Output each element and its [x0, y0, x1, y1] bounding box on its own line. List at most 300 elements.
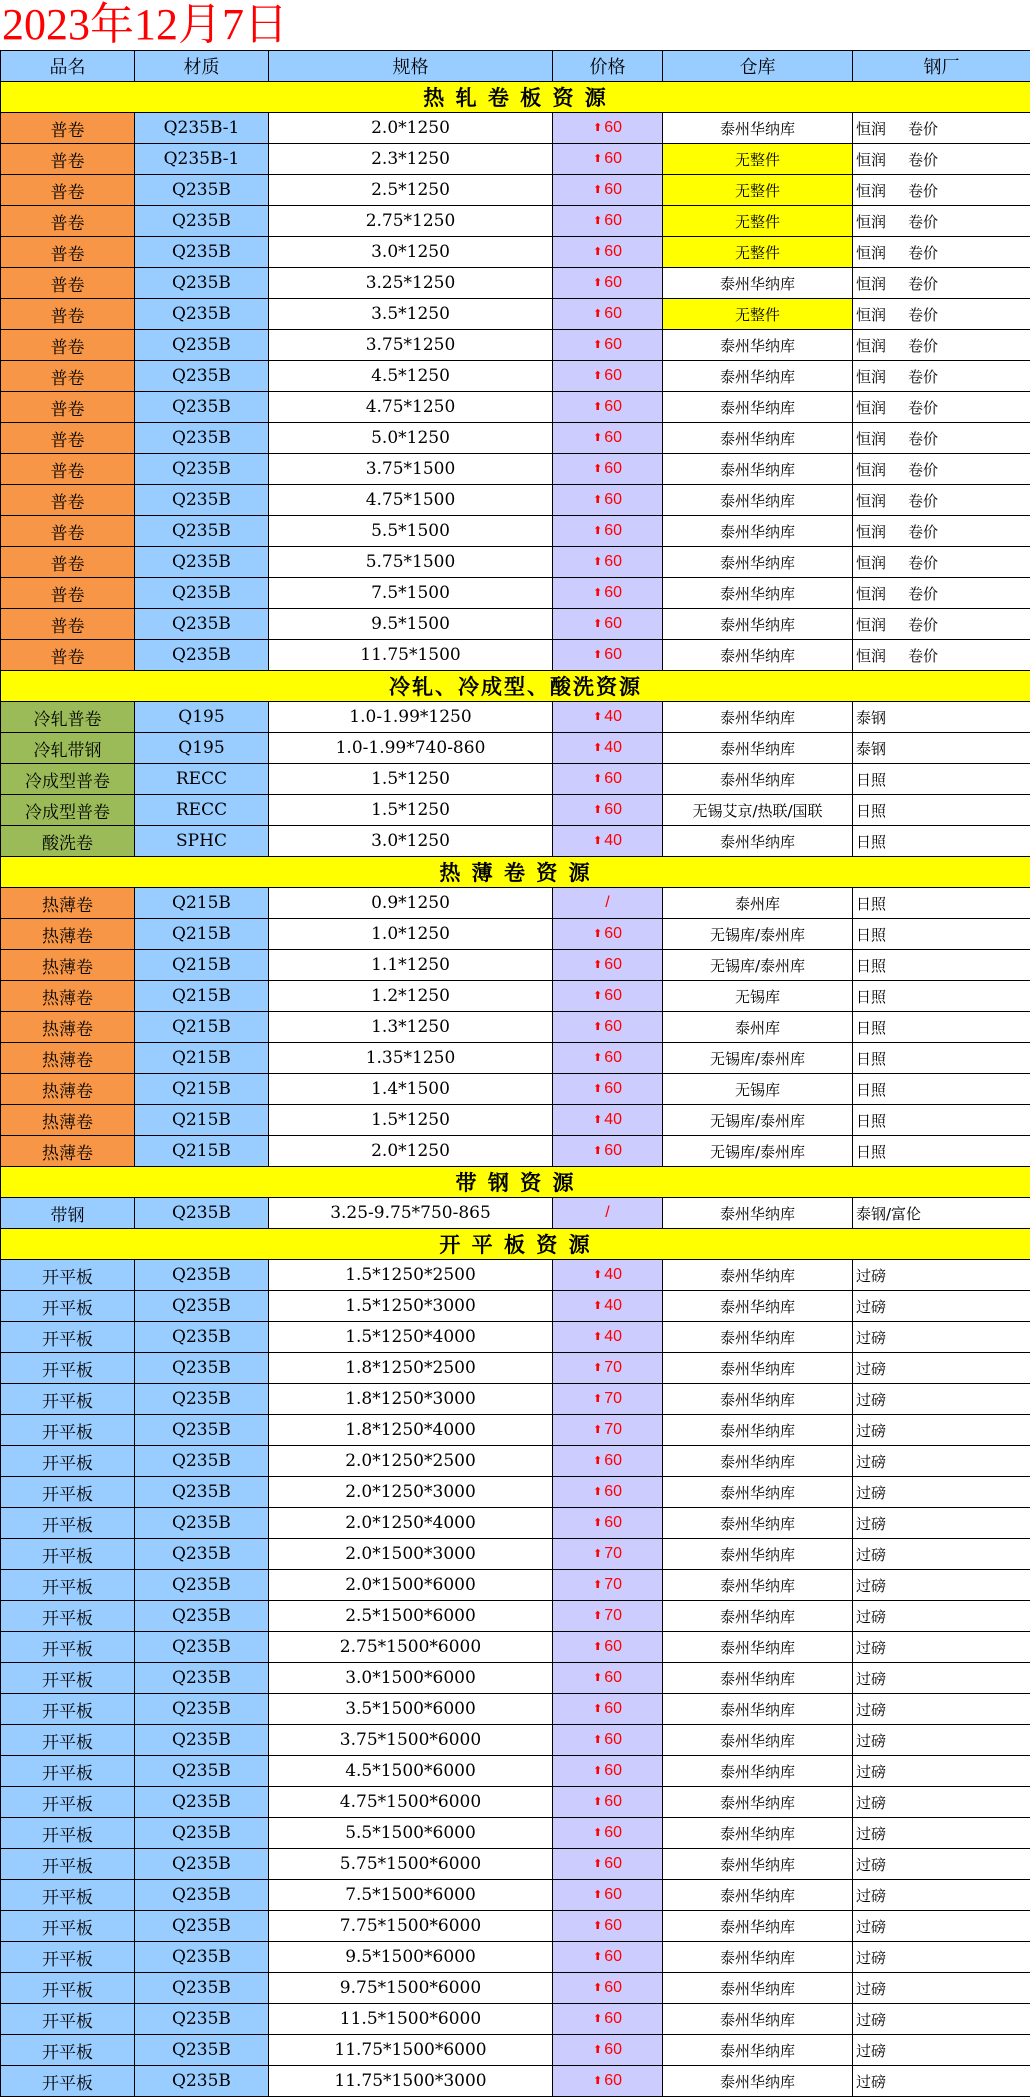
mill-cell [853, 175, 1030, 206]
table-row [1, 113, 1030, 144]
up-arrow-icon: ⬆ [592, 1331, 603, 1343]
price-value: 60 [604, 646, 622, 663]
warehouse-cell: 泰州华纳库 [663, 1446, 853, 1477]
mill-name: 日照 [856, 1080, 887, 1099]
table-row [1, 1663, 1030, 1694]
table-row [1, 733, 1030, 764]
table-row [1, 2035, 1030, 2066]
spec-cell: 1.3*1250 [269, 1012, 553, 1043]
up-arrow-icon: ⬆ [592, 1796, 603, 1808]
price-cell [553, 2035, 663, 2066]
price-cell [553, 702, 663, 733]
mill-name: 日照 [856, 987, 887, 1006]
spec-cell: 3.75*1250 [269, 330, 553, 361]
mill-note: 卷价 [908, 274, 939, 293]
table-body [1, 82, 1030, 2097]
spec-cell: 1.2*1250 [269, 981, 553, 1012]
table-row [1, 1756, 1030, 1787]
warehouse-cell: 无锡库/泰州库 [663, 1136, 853, 1167]
spec-cell: 3.0*1250 [269, 237, 553, 268]
price-value: 60 [604, 956, 622, 973]
mill-cell [853, 1973, 1030, 2004]
product-name-cell: 开平板 [1, 1384, 135, 1415]
section-title: 开 平 板 资 源 [1, 1229, 1030, 1260]
up-arrow-icon: ⬆ [592, 432, 603, 444]
mill-cell [853, 516, 1030, 547]
material-cell: Q235B [135, 1415, 269, 1446]
price-cell [553, 640, 663, 671]
warehouse-cell: 泰州华纳库 [663, 423, 853, 454]
price-cell [553, 1384, 663, 1415]
table-row [1, 981, 1030, 1012]
material-cell: Q235B [135, 1322, 269, 1353]
spec-cell: 1.8*1250*4000 [269, 1415, 553, 1446]
mill-note: 卷价 [908, 429, 939, 448]
up-arrow-icon: ⬆ [592, 1703, 603, 1715]
table-row [1, 485, 1030, 516]
header-spec: 规格 [269, 51, 553, 82]
mill-cell [853, 826, 1030, 857]
table-row [1, 1725, 1030, 1756]
table-row [1, 1570, 1030, 1601]
material-cell: Q235B [135, 423, 269, 454]
warehouse-cell: 泰州华纳库 [663, 1818, 853, 1849]
price-value: 40 [604, 1111, 622, 1128]
up-arrow-icon: ⬆ [592, 1548, 603, 1560]
price-value: 60 [604, 801, 622, 818]
price-value: 60 [604, 398, 622, 415]
warehouse-cell: 泰州华纳库 [663, 330, 853, 361]
spec-cell: 4.5*1250 [269, 361, 553, 392]
price-value: 60 [604, 491, 622, 508]
warehouse-cell: 泰州华纳库 [663, 1601, 853, 1632]
warehouse-cell: 无锡库 [663, 1074, 853, 1105]
price-value: 40 [604, 739, 622, 756]
mill-cell [853, 2004, 1030, 2035]
mill-cell [853, 547, 1030, 578]
price-cell [553, 578, 663, 609]
up-arrow-icon: ⬆ [592, 1765, 603, 1777]
product-name-cell: 开平板 [1, 2004, 135, 2035]
price-cell [553, 1911, 663, 1942]
up-arrow-icon: ⬆ [592, 370, 603, 382]
product-name-cell: 开平板 [1, 1725, 135, 1756]
mill-name: 过磅 [856, 1421, 887, 1440]
spec-cell: 9.5*1500*6000 [269, 1942, 553, 1973]
warehouse-cell: 无锡库 [663, 981, 853, 1012]
material-cell: Q235B [135, 454, 269, 485]
table-row [1, 1849, 1030, 1880]
mill-name: 过磅 [856, 1483, 887, 1502]
table-row [1, 702, 1030, 733]
price-cell [553, 1446, 663, 1477]
table-row [1, 1632, 1030, 1663]
material-cell: Q195 [135, 733, 269, 764]
up-arrow-icon: ⬆ [592, 153, 603, 165]
price-value: 60 [604, 987, 622, 1004]
price-value: 40 [604, 832, 622, 849]
price-cell [553, 547, 663, 578]
mill-cell [853, 1601, 1030, 1632]
warehouse-cell: 泰州华纳库 [663, 547, 853, 578]
table-row [1, 2004, 1030, 2035]
price-value: 70 [604, 1390, 622, 1407]
mill-cell [853, 113, 1030, 144]
price-value: 60 [604, 1514, 622, 1531]
warehouse-cell: 泰州华纳库 [663, 361, 853, 392]
price-value: 60 [604, 1824, 622, 1841]
up-arrow-icon: ⬆ [592, 742, 603, 754]
warehouse-cell: 无整件 [663, 175, 853, 206]
table-row [1, 888, 1030, 919]
product-name-cell: 酸洗卷 [1, 826, 135, 857]
price-cell [553, 950, 663, 981]
up-arrow-icon: ⬆ [592, 556, 603, 568]
mill-cell [853, 1911, 1030, 1942]
price-value: 40 [604, 1328, 622, 1345]
price-cell [553, 919, 663, 950]
warehouse-cell: 泰州华纳库 [663, 2066, 853, 2097]
section-header-row [1, 82, 1030, 113]
price-value: / [605, 1204, 610, 1221]
up-arrow-icon: ⬆ [592, 618, 603, 630]
material-cell: Q195 [135, 702, 269, 733]
price-value: 70 [604, 1421, 622, 1438]
mill-name: 恒润 [856, 615, 887, 634]
price-value: 60 [604, 2010, 622, 2027]
material-cell: Q235B [135, 1756, 269, 1787]
table-row [1, 1942, 1030, 1973]
price-cell [553, 2066, 663, 2097]
price-cell [553, 299, 663, 330]
mill-name: 恒润 [856, 181, 887, 200]
up-arrow-icon: ⬆ [592, 1858, 603, 1870]
warehouse-cell: 泰州库 [663, 888, 853, 919]
up-arrow-icon: ⬆ [592, 1021, 603, 1033]
mill-cell [853, 206, 1030, 237]
mill-name: 日照 [856, 925, 887, 944]
table-row [1, 299, 1030, 330]
product-name-cell: 开平板 [1, 1663, 135, 1694]
material-cell: Q235B [135, 1291, 269, 1322]
table-row [1, 2066, 1030, 2097]
material-cell: Q235B [135, 1725, 269, 1756]
warehouse-cell: 泰州华纳库 [663, 640, 853, 671]
price-cell [553, 1539, 663, 1570]
mill-name: 过磅 [856, 1700, 887, 1719]
product-name-cell: 带钢 [1, 1198, 135, 1229]
price-cell [553, 1322, 663, 1353]
header-warehouse: 仓库 [663, 51, 853, 82]
material-cell: Q235B [135, 1198, 269, 1229]
price-value: 70 [604, 1359, 622, 1376]
material-cell: Q235B [135, 1663, 269, 1694]
mill-name: 日照 [856, 894, 887, 913]
product-name-cell: 冷轧普卷 [1, 702, 135, 733]
spec-cell: 3.0*1250 [269, 826, 553, 857]
mill-name: 过磅 [856, 1390, 887, 1409]
table-row [1, 1012, 1030, 1043]
mill-cell [853, 1539, 1030, 1570]
mill-cell [853, 1849, 1030, 1880]
mill-cell [853, 144, 1030, 175]
price-value: 60 [604, 584, 622, 601]
product-name-cell: 开平板 [1, 1415, 135, 1446]
warehouse-cell: 无整件 [663, 237, 853, 268]
mill-name: 过磅 [856, 1793, 887, 1812]
spec-cell: 4.75*1500 [269, 485, 553, 516]
price-value: 60 [604, 1700, 622, 1717]
material-cell: Q235B [135, 640, 269, 671]
mill-name: 过磅 [856, 1359, 887, 1378]
mill-cell [853, 1198, 1030, 1229]
mill-name: 恒润 [856, 522, 887, 541]
section-header-row [1, 857, 1030, 888]
price-value: 60 [604, 1762, 622, 1779]
material-cell: Q235B [135, 609, 269, 640]
price-value: 70 [604, 1545, 622, 1562]
material-cell: Q235B [135, 547, 269, 578]
product-name-cell: 热薄卷 [1, 1105, 135, 1136]
table-row [1, 1353, 1030, 1384]
mill-cell [853, 609, 1030, 640]
mill-note: 卷价 [908, 522, 939, 541]
material-cell: Q235B-1 [135, 144, 269, 175]
product-name-cell: 开平板 [1, 1353, 135, 1384]
up-arrow-icon: ⬆ [592, 711, 603, 723]
mill-cell [853, 950, 1030, 981]
up-arrow-icon: ⬆ [592, 339, 603, 351]
table-row [1, 1136, 1030, 1167]
warehouse-cell: 泰州华纳库 [663, 2004, 853, 2035]
mill-note: 卷价 [908, 553, 939, 572]
material-cell: Q235B [135, 2004, 269, 2035]
mill-cell [853, 361, 1030, 392]
up-arrow-icon: ⬆ [592, 1982, 603, 1994]
material-cell: Q235B [135, 237, 269, 268]
spec-cell: 7.5*1500*6000 [269, 1880, 553, 1911]
mill-name: 恒润 [856, 119, 887, 138]
warehouse-cell: 泰州华纳库 [663, 1415, 853, 1446]
mill-name: 过磅 [856, 1514, 887, 1533]
mill-cell [853, 330, 1030, 361]
spec-cell: 7.75*1500*6000 [269, 1911, 553, 1942]
mill-cell [853, 1291, 1030, 1322]
warehouse-cell: 泰州华纳库 [663, 1849, 853, 1880]
product-name-cell: 开平板 [1, 1632, 135, 1663]
mill-cell [853, 2066, 1030, 2097]
warehouse-cell: 泰州华纳库 [663, 1353, 853, 1384]
section-header-row [1, 1167, 1030, 1198]
spec-cell: 2.0*1500*6000 [269, 1570, 553, 1601]
spec-cell: 2.3*1250 [269, 144, 553, 175]
price-cell [553, 268, 663, 299]
price-cell [553, 764, 663, 795]
section-title: 带 钢 资 源 [1, 1167, 1030, 1198]
mill-name: 过磅 [856, 1266, 887, 1285]
price-value: 60 [604, 1452, 622, 1469]
product-name-cell: 开平板 [1, 1601, 135, 1632]
header-material: 材质 [135, 51, 269, 82]
mill-cell [853, 1756, 1030, 1787]
price-value: 60 [604, 1886, 622, 1903]
warehouse-cell: 无整件 [663, 299, 853, 330]
table-row [1, 1880, 1030, 1911]
mill-name: 恒润 [856, 398, 887, 417]
material-cell: Q235B [135, 516, 269, 547]
table-row [1, 826, 1030, 857]
up-arrow-icon: ⬆ [592, 1579, 603, 1591]
price-cell [553, 206, 663, 237]
up-arrow-icon: ⬆ [592, 649, 603, 661]
mill-name: 恒润 [856, 212, 887, 231]
mill-cell [853, 764, 1030, 795]
material-cell: Q235B [135, 206, 269, 237]
up-arrow-icon: ⬆ [592, 1300, 603, 1312]
spec-cell: 1.5*1250 [269, 764, 553, 795]
table-row [1, 175, 1030, 206]
mill-cell [853, 485, 1030, 516]
section-header-row [1, 671, 1030, 702]
warehouse-cell: 无整件 [663, 144, 853, 175]
up-arrow-icon: ⬆ [592, 959, 603, 971]
price-cell [553, 330, 663, 361]
price-cell [553, 888, 663, 919]
up-arrow-icon: ⬆ [592, 1486, 603, 1498]
price-value: 60 [604, 1049, 622, 1066]
spec-cell: 2.0*1250*3000 [269, 1477, 553, 1508]
mill-name: 恒润 [856, 243, 887, 262]
mill-cell [853, 702, 1030, 733]
mill-cell [853, 1508, 1030, 1539]
up-arrow-icon: ⬆ [592, 463, 603, 475]
material-cell: Q235B [135, 2066, 269, 2097]
price-cell [553, 361, 663, 392]
material-cell: SPHC [135, 826, 269, 857]
price-value: 60 [604, 1018, 622, 1035]
price-cell [553, 1880, 663, 1911]
material-cell: RECC [135, 764, 269, 795]
up-arrow-icon: ⬆ [592, 1827, 603, 1839]
table-row [1, 268, 1030, 299]
warehouse-cell: 泰州华纳库 [663, 2035, 853, 2066]
table-row [1, 764, 1030, 795]
mill-name: 过磅 [856, 1824, 887, 1843]
product-name-cell: 开平板 [1, 1849, 135, 1880]
price-cell [553, 1074, 663, 1105]
mill-cell [853, 2035, 1030, 2066]
material-cell: Q235B [135, 1632, 269, 1663]
product-name-cell: 开平板 [1, 1322, 135, 1353]
price-value: 60 [604, 522, 622, 539]
table-row [1, 1477, 1030, 1508]
up-arrow-icon: ⬆ [592, 990, 603, 1002]
mill-name: 恒润 [856, 274, 887, 293]
spec-cell: 1.5*1250*4000 [269, 1322, 553, 1353]
up-arrow-icon: ⬆ [592, 525, 603, 537]
mill-name: 过磅 [856, 1731, 887, 1750]
mill-name: 过磅 [856, 1948, 887, 1967]
price-cell [553, 1415, 663, 1446]
mill-cell [853, 1074, 1030, 1105]
warehouse-cell: 无锡库/泰州库 [663, 919, 853, 950]
section-header-row [1, 1229, 1030, 1260]
mill-cell [853, 1663, 1030, 1694]
mill-name: 过磅 [856, 1607, 887, 1626]
product-name-cell: 普卷 [1, 175, 135, 206]
price-value: 60 [604, 1638, 622, 1655]
mill-name: 恒润 [856, 553, 887, 572]
table-row [1, 144, 1030, 175]
spec-cell: 1.8*1250*2500 [269, 1353, 553, 1384]
mill-note: 卷价 [908, 398, 939, 417]
price-cell [553, 516, 663, 547]
section-title: 冷轧、冷成型、酸洗资源 [1, 671, 1030, 702]
price-cell [553, 113, 663, 144]
mill-name: 过磅 [856, 1452, 887, 1471]
mill-cell [853, 1787, 1030, 1818]
up-arrow-icon: ⬆ [592, 277, 603, 289]
product-name-cell: 普卷 [1, 113, 135, 144]
price-cell [553, 144, 663, 175]
price-value: 60 [604, 1731, 622, 1748]
price-value: 60 [604, 460, 622, 477]
table-row [1, 1508, 1030, 1539]
spec-cell: 0.9*1250 [269, 888, 553, 919]
mill-note: 卷价 [908, 460, 939, 479]
up-arrow-icon: ⬆ [592, 1610, 603, 1622]
spec-cell: 11.75*1500*6000 [269, 2035, 553, 2066]
mill-name: 日照 [856, 1111, 887, 1130]
price-value: 60 [604, 1080, 622, 1097]
spec-cell: 1.0*1250 [269, 919, 553, 950]
up-arrow-icon: ⬆ [592, 1052, 603, 1064]
mill-note: 卷价 [908, 181, 939, 200]
mill-name: 日照 [856, 1018, 887, 1037]
material-cell: Q235B [135, 1601, 269, 1632]
mill-cell [853, 1322, 1030, 1353]
spec-cell: 1.5*1250*2500 [269, 1260, 553, 1291]
mill-cell [853, 1880, 1030, 1911]
price-cell [553, 454, 663, 485]
price-cell [553, 609, 663, 640]
mill-name: 日照 [856, 801, 887, 820]
mill-name: 恒润 [856, 460, 887, 479]
warehouse-cell: 泰州华纳库 [663, 1973, 853, 2004]
material-cell: Q235B-1 [135, 113, 269, 144]
up-arrow-icon: ⬆ [592, 928, 603, 940]
product-name-cell: 普卷 [1, 361, 135, 392]
mill-cell [853, 1136, 1030, 1167]
price-cell [553, 1787, 663, 1818]
price-cell [553, 1570, 663, 1601]
spec-cell: 9.5*1500 [269, 609, 553, 640]
spec-cell: 1.5*1250*3000 [269, 1291, 553, 1322]
mill-cell [853, 640, 1030, 671]
up-arrow-icon: ⬆ [592, 1889, 603, 1901]
mill-note: 卷价 [908, 646, 939, 665]
price-cell [553, 1725, 663, 1756]
product-name-cell: 开平板 [1, 1818, 135, 1849]
mill-cell [853, 299, 1030, 330]
spec-cell: 1.5*1250 [269, 795, 553, 826]
product-name-cell: 开平板 [1, 1477, 135, 1508]
up-arrow-icon: ⬆ [592, 215, 603, 227]
spec-cell: 1.5*1250 [269, 1105, 553, 1136]
table-row [1, 423, 1030, 454]
page-title: 2023年12月7日 [2, 0, 288, 49]
material-cell: Q215B [135, 1043, 269, 1074]
